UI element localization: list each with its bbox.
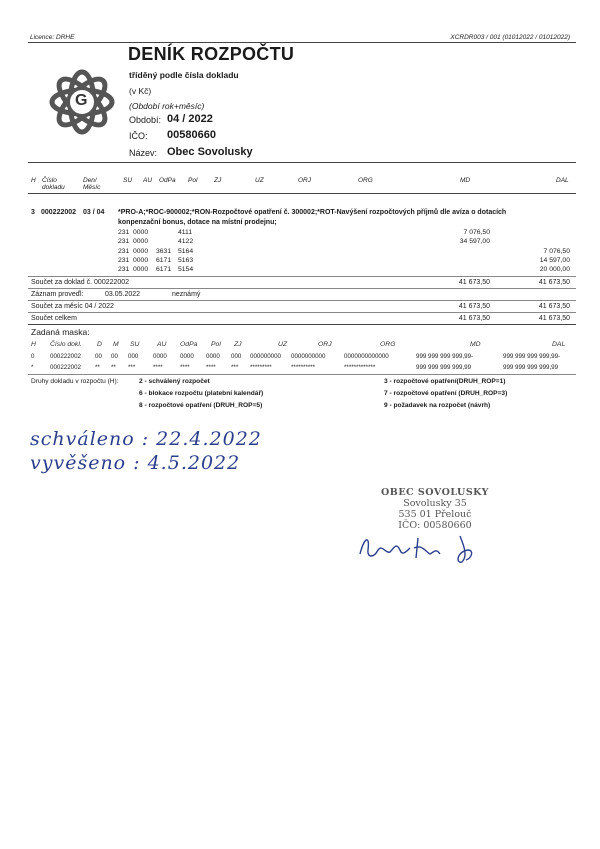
month-total-label: Součet za měsíc 04 / 2022 (31, 303, 114, 310)
stamp-line3: 535 01 Přelouč (398, 509, 472, 520)
period-label: Období: (129, 115, 162, 125)
doc-line-su: 231 (118, 229, 130, 236)
doc-total-dal: 41 673,50 (538, 279, 570, 286)
col-h: H (31, 177, 36, 184)
doc-line-md: 34 597,00 (459, 238, 490, 246)
doc-text-line1: *PRO-A;*ROC-900002;*RON-Rozpočtové opatření č. 300002;*ROT-Navýšení rozpočtových příjmů dle avíza o dotacích (118, 209, 507, 216)
doc-line-row (0, 238, 600, 247)
col-orj: ORJ (298, 177, 311, 184)
doc-line-pol: 5163 (178, 256, 194, 264)
mask-r1-cislo: 000222002 (50, 353, 81, 360)
doc-line-odpa: 6171 (156, 256, 172, 264)
col-dokladu: dokladu (42, 184, 65, 191)
doc-text-line2: konpenzační bonus, dotace na místní prodejnu; (118, 219, 277, 226)
mask-h-md: MD (470, 341, 481, 348)
mask-row-zero (0, 353, 600, 362)
mask-row-star (0, 364, 600, 373)
doc-line-row (0, 257, 600, 266)
mask-header-row (0, 341, 600, 350)
grand-total-rule (28, 324, 576, 325)
ico-label: IČO: (129, 131, 148, 141)
doc-line-au: 0000 (133, 256, 149, 264)
mask-rule (28, 374, 576, 375)
handwritten-published: vyvěšeno : 4.5.2022 (30, 452, 241, 474)
mask-r1-pol: 0000 (206, 353, 220, 360)
doc-line-au: 0000 (133, 238, 149, 246)
doc-line-row (0, 248, 600, 257)
licence-text: Licence: DRHE (30, 34, 75, 41)
doc-total-rule (28, 288, 576, 289)
mask-r1-orj: 0000000000 (291, 353, 326, 360)
ico-value: 00580660 (167, 129, 216, 141)
mask-h-m: M (113, 341, 119, 348)
mask-r1-dal: 999 999 999 999,99- (503, 353, 561, 360)
mask-r2-md: 999 999 999 999,99 (416, 364, 472, 371)
mask-r2-d: ** (95, 364, 100, 371)
report-code: XCRDR003 / 001 (01012022 / 01012022) (450, 34, 570, 41)
legend-item-6: 6 - blokace rozpočtu (platební kalendář) (139, 390, 264, 397)
period-value: 04 / 2022 (167, 113, 213, 125)
mask-r2-su: *** (128, 364, 136, 371)
grand-total-dal: 41 673,50 (538, 315, 570, 322)
period-note: (Období rok+měsíc) (129, 101, 205, 111)
doc-line-dal: 20 000,00 (539, 266, 570, 274)
columns-rule (28, 193, 576, 194)
mask-h-au: AU (157, 341, 167, 348)
mask-r2-au: **** (153, 364, 163, 371)
col-zj: ZJ (214, 177, 222, 184)
legend-item-9: 9 - požadavek na rozpočet (návrh) (384, 402, 491, 409)
doc-line-pol: 5164 (178, 247, 194, 255)
col-mesic: Měsíc (83, 184, 101, 191)
doc-h: 3 (31, 209, 35, 216)
mask-r1-odpa: 0000 (180, 353, 194, 360)
mask-r1-zj: 000 (231, 353, 242, 360)
doc-line-row (0, 229, 600, 238)
col-cislo: Číslo (42, 177, 57, 184)
month-total-md: 41 673,50 (458, 303, 490, 310)
legend-label: Druhy dokladu v rozpočtu (H): (31, 378, 119, 385)
grand-total-label: Součet celkem (31, 315, 77, 322)
title-rule (28, 162, 576, 163)
mask-r2-cislo: 000222002 (50, 364, 81, 371)
mask-h-odpa: OdPa (180, 341, 198, 348)
mask-r1-md: 999 999 999 999,99- (416, 353, 474, 360)
doc-line-md: 7 076,50 (463, 229, 490, 236)
page-subtitle: tříděný podle čísla dokladu (129, 70, 239, 80)
municipality-logo (46, 66, 118, 138)
mask-r1-uz: 000000000 (250, 353, 281, 360)
stamp-line4: IČO: 00580660 (398, 520, 472, 531)
stamp-line2: Sovolusky 35 (403, 498, 467, 509)
mask-r2-odpa: **** (180, 364, 190, 371)
official-stamp (370, 487, 500, 531)
col-au: AU (143, 177, 153, 184)
col-md: MD (460, 177, 471, 184)
record-date: 03.05.2022 (105, 291, 141, 298)
page-title: DENÍK ROZPOČTU (128, 44, 295, 64)
mask-r2-zj: *** (231, 364, 239, 371)
mask-r2-m: ** (111, 364, 116, 371)
col-org: ORG (358, 177, 373, 184)
header-rule (28, 42, 576, 43)
mask-r2-orj: ********** (291, 364, 316, 371)
mask-r2-dal: 999 999 999 999,99 (503, 364, 559, 371)
doc-line-au: 0000 (133, 229, 149, 236)
col-pol: Pol (188, 177, 198, 184)
mask-r2-pol: **** (206, 364, 216, 371)
doc-line-odpa: 6171 (156, 266, 172, 274)
doc-date: 03 / 04 (83, 209, 105, 216)
doc-total-md: 41 673,50 (458, 279, 490, 286)
doc-line-odpa: 3631 (156, 247, 172, 255)
col-su: SU (123, 177, 133, 184)
grand-total-md: 41 673,50 (458, 315, 490, 322)
mask-r1-su: 000 (128, 353, 139, 360)
doc-line-su: 231 (118, 238, 130, 246)
mask-h-h: H (31, 341, 36, 348)
doc-line-au: 0000 (133, 247, 149, 255)
mask-h-orj: ORJ (318, 341, 332, 348)
mask-r1-org: 0000000000000 (344, 353, 389, 360)
doc-total-label: Součet za doklad č. 000222002 (31, 279, 130, 286)
col-odpa: OdPa (159, 177, 176, 184)
mask-h-zj: ZJ (234, 341, 242, 348)
currency-note: (v Kč) (129, 86, 152, 96)
legend-item-7: 7 - rozpočtové opatření (DRUH_ROP=3) (384, 390, 508, 397)
month-total-dal: 41 673,50 (538, 303, 570, 310)
mask-r2-org: ************* (344, 364, 376, 371)
doc-number: 000222002 (41, 209, 77, 216)
col-den: Den/ (83, 177, 97, 184)
month-total-rule (28, 312, 576, 313)
name-value: Obec Sovolusky (167, 146, 253, 158)
name-label: Název: (129, 148, 158, 158)
record-label: Záznam proveďl: (31, 291, 84, 298)
doc-line-su: 231 (118, 247, 130, 255)
mask-r1-h: 0 (31, 353, 35, 360)
doc-line-su: 231 (118, 266, 130, 274)
mask-h-su: SU (130, 341, 140, 348)
mask-h-pol: Pol (211, 341, 221, 348)
mask-h-uz: UZ (278, 341, 288, 348)
doc-line-au: 0000 (133, 266, 149, 274)
doc-line-dal: 7 076,50 (543, 247, 570, 255)
mask-r1-au: 0000 (153, 353, 167, 360)
legend-item-3: 3 - rozpočtové opatření(DRUH_ROP=1) (384, 378, 506, 385)
doc-line-pol: 4111 (178, 229, 193, 236)
lines-rule (28, 276, 576, 277)
legend-item-2: 2 - schválený rozpočet (139, 378, 210, 385)
mask-title: Zadaná maska: (31, 327, 90, 337)
record-rule (28, 300, 576, 301)
mask-h-cislo: Číslo dokl. (50, 341, 82, 348)
mask-h-org: ORG (380, 341, 396, 348)
mask-r2-uz: ********* (250, 364, 272, 371)
doc-line-row (0, 266, 600, 275)
doc-line-su: 231 (118, 256, 130, 264)
mask-r1-d: 00 (95, 353, 102, 360)
stamp-line1: OBEC SOVOLUSKY (381, 487, 489, 498)
col-uz: UZ (255, 177, 264, 184)
legend-item-8: 8 - rozpočtové opatření (DRUH_ROP=5) (139, 402, 263, 409)
doc-line-dal: 14 597,00 (539, 256, 570, 264)
logo-letter: G (75, 92, 88, 109)
doc-line-pol: 5154 (178, 266, 194, 274)
col-dal: DAL (556, 177, 569, 184)
handwritten-approved: schváleno : 22.4.2022 (30, 428, 262, 450)
record-user: neznámý (172, 291, 201, 298)
mask-r1-m: 00 (111, 353, 118, 360)
mask-r2-h: * (31, 364, 34, 371)
mask-h-d: D (97, 341, 102, 348)
doc-line-pol: 4122 (178, 238, 194, 246)
signature (356, 528, 496, 568)
mask-h-dal: DAL (552, 341, 566, 348)
